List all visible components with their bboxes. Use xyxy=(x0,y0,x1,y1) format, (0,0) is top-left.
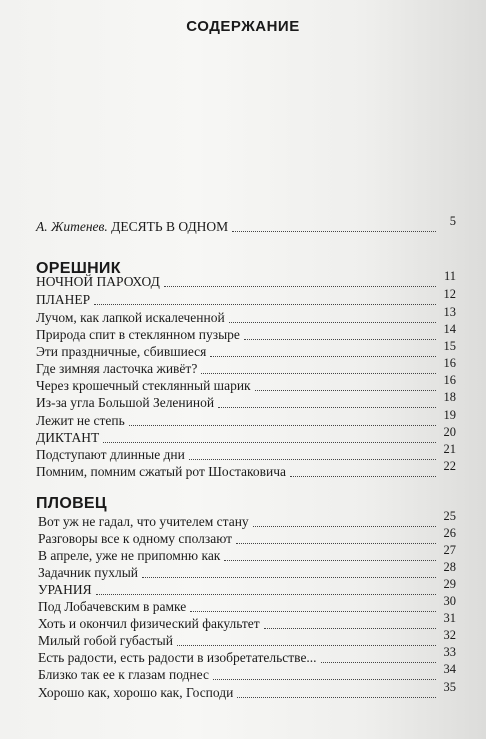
toc-entry[interactable] xyxy=(36,287,456,309)
toc-entry[interactable] xyxy=(36,339,456,361)
entry-title: В апреле, уже не припомню как xyxy=(38,548,221,563)
dot-leader xyxy=(232,230,436,232)
dot-leader xyxy=(224,559,436,561)
page-number: 34 xyxy=(443,662,456,676)
toc-entry[interactable] xyxy=(36,442,456,464)
page-number: 35 xyxy=(443,680,456,694)
dot-leader xyxy=(255,389,436,391)
toc-entry[interactable] xyxy=(38,543,456,565)
dot-leader xyxy=(213,678,436,680)
page-number: 29 xyxy=(443,577,456,591)
entry-title: Через крошечный стеклянный шарик xyxy=(36,378,251,393)
dot-leader xyxy=(190,610,436,612)
dot-leader xyxy=(103,441,436,443)
toc-entry[interactable] xyxy=(38,509,456,531)
page-number: 27 xyxy=(443,543,456,557)
toc-entry[interactable] xyxy=(36,322,456,344)
dot-leader xyxy=(264,627,436,629)
entry-title: Есть радости, есть радости в изобретательстве... xyxy=(38,650,317,665)
page-number: 16 xyxy=(443,356,456,370)
dot-leader xyxy=(201,372,436,374)
intro-label xyxy=(36,218,228,236)
entry-title: Эти праздничные, сбившиеся xyxy=(36,344,207,359)
dot-leader xyxy=(253,525,436,527)
dot-leader xyxy=(142,576,436,578)
page-number: 21 xyxy=(443,442,456,456)
page-number: 26 xyxy=(443,526,456,540)
dot-leader xyxy=(218,406,436,408)
page-number: 12 xyxy=(443,287,456,301)
toc-entry[interactable] xyxy=(36,269,456,291)
entry-title: Хорошо как, хорошо как, Господи xyxy=(38,685,234,700)
dot-leader xyxy=(94,303,436,305)
entry-title: Где зимняя ласточка живёт? xyxy=(36,361,198,376)
page-number: 15 xyxy=(443,339,456,353)
dot-leader xyxy=(244,338,436,340)
page-number: 11 xyxy=(443,269,456,283)
page-number: 13 xyxy=(443,305,456,319)
dot-leader xyxy=(229,321,436,323)
page-number: 28 xyxy=(443,560,456,574)
dot-leader xyxy=(164,285,436,287)
section-heading-oreshnik: ОРЕШНИК xyxy=(36,260,121,277)
toc-entry[interactable] xyxy=(38,526,456,548)
dot-leader xyxy=(96,593,436,595)
intro-author: А. Житенев. xyxy=(36,219,108,234)
page-number: 32 xyxy=(443,628,456,642)
entry-title: Близко так ее к глазам поднес xyxy=(38,667,209,682)
toc-entry[interactable] xyxy=(36,459,456,481)
entry-title: Задачник пухлый xyxy=(38,565,139,580)
dot-leader xyxy=(321,661,436,663)
toc-entry[interactable] xyxy=(38,611,456,633)
toc-entry[interactable] xyxy=(36,390,456,412)
entry-title: Лучом, как лапкой искалеченной xyxy=(36,310,225,325)
entry-title: Под Лобачевским в рамке xyxy=(38,599,187,614)
page-number: 33 xyxy=(443,645,456,659)
toc-entry[interactable] xyxy=(36,373,456,395)
dot-leader xyxy=(189,458,436,460)
toc-entry[interactable] xyxy=(36,305,456,327)
entry-title: ДИКТАНТ xyxy=(36,430,100,445)
dot-leader xyxy=(290,475,436,477)
toc-entry[interactable] xyxy=(38,594,456,616)
entry-title: УРАНИЯ xyxy=(38,582,92,597)
page-title: СОДЕРЖАНИЕ xyxy=(186,18,300,35)
page-number: 30 xyxy=(443,594,456,608)
page-number: 16 xyxy=(443,373,456,387)
toc-entry[interactable] xyxy=(38,577,456,599)
page-number: 5 xyxy=(449,214,456,228)
dot-leader xyxy=(210,355,436,357)
page-number: 19 xyxy=(443,408,456,422)
toc-entry[interactable] xyxy=(36,408,456,430)
page-number: 20 xyxy=(443,425,456,439)
toc-entry[interactable] xyxy=(36,356,456,378)
intro-title: ДЕСЯТЬ В ОДНОМ xyxy=(111,219,229,234)
entry-title: Вот уж не гадал, что учителем стану xyxy=(38,514,249,529)
entry-title: Из-за угла Большой Зелениной xyxy=(36,395,215,410)
dot-leader xyxy=(237,696,436,698)
dot-leader xyxy=(129,424,436,426)
entry-title: НОЧНОЙ ПАРОХОД xyxy=(36,274,160,289)
entry-title: Хоть и окончил физический факультет xyxy=(38,616,260,631)
page-number: 31 xyxy=(443,611,456,625)
page-number: 14 xyxy=(443,322,456,336)
toc-entry[interactable] xyxy=(38,628,456,650)
entry-title: Милый гобой губастый xyxy=(38,633,173,648)
page-number: 22 xyxy=(443,459,456,473)
toc-entry[interactable] xyxy=(36,425,456,447)
page-number: 25 xyxy=(443,509,456,523)
entry-title: Лежит не степь xyxy=(36,413,125,428)
toc-entry[interactable] xyxy=(38,560,456,582)
page-number: 18 xyxy=(443,390,456,404)
toc-entry-intro[interactable] xyxy=(36,214,456,236)
section-heading-plovets: ПЛОВЕЦ xyxy=(36,495,107,512)
dot-leader xyxy=(177,644,436,646)
entry-title: Природа спит в стеклянном пузыре xyxy=(36,327,240,342)
entry-title: ПЛАНЕР xyxy=(36,292,91,307)
entry-title: Подступают длинные дни xyxy=(36,447,185,462)
dot-leader xyxy=(236,542,436,544)
toc-entry[interactable] xyxy=(38,662,456,684)
toc-entry[interactable] xyxy=(38,645,456,667)
toc-entry[interactable] xyxy=(38,680,456,702)
entry-title: Помним, помним сжатый рот Шостаковича xyxy=(36,464,287,479)
entry-title: Разговоры все к одному сползают xyxy=(38,531,233,546)
